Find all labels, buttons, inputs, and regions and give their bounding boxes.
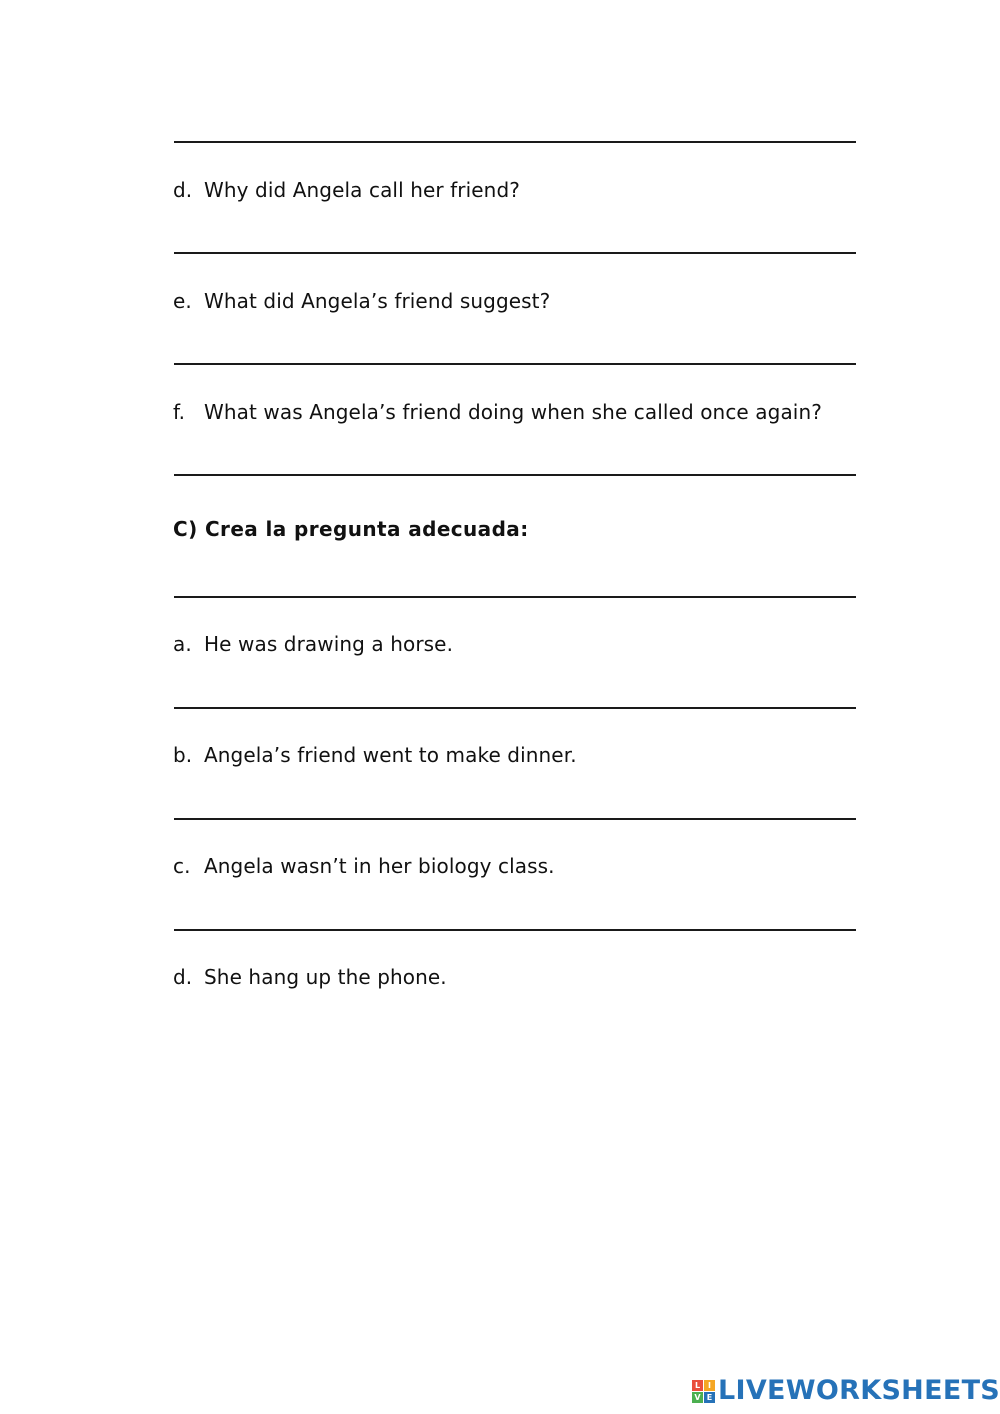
item-text: He was drawing a horse.	[204, 632, 454, 656]
question-f	[173, 400, 822, 424]
brand-name: LIVEWORKSHEETS	[718, 1375, 1000, 1406]
answer-line[interactable]	[174, 929, 856, 931]
item-text: She hang up the phone.	[204, 965, 447, 989]
item-letter: c.	[173, 854, 191, 878]
section-c-item-d	[173, 965, 447, 989]
question-letter: f.	[173, 400, 186, 424]
question-letter: e.	[173, 289, 192, 313]
answer-line[interactable]	[174, 252, 856, 254]
item-letter: d.	[173, 965, 193, 989]
liveworksheets-logo-icon	[692, 1380, 715, 1403]
item-letter: a.	[173, 632, 192, 656]
question-d	[173, 178, 520, 202]
logo-tile: I	[704, 1380, 715, 1391]
question-text: What did Angela’s friend suggest?	[204, 289, 551, 313]
answer-line[interactable]	[174, 141, 856, 143]
answer-line[interactable]	[174, 363, 856, 365]
answer-line[interactable]	[174, 474, 856, 476]
liveworksheets-brand[interactable]	[692, 1374, 1000, 1408]
logo-tile: L	[692, 1380, 703, 1391]
section-c-item-b	[173, 743, 577, 767]
logo-tile: E	[704, 1392, 715, 1403]
item-text: Angela’s friend went to make dinner.	[204, 743, 577, 767]
question-letter: d.	[173, 178, 193, 202]
section-c-heading: C) Crea la pregunta adecuada:	[173, 517, 529, 541]
logo-tile: V	[692, 1392, 703, 1403]
question-text: What was Angela’s friend doing when she called once again?	[204, 400, 822, 424]
item-text: Angela wasn’t in her biology class.	[204, 854, 555, 878]
question-e	[173, 289, 550, 313]
question-text: Why did Angela call her friend?	[204, 178, 520, 202]
section-c-item-a	[173, 632, 453, 656]
answer-line[interactable]	[174, 596, 856, 598]
answer-line[interactable]	[174, 818, 856, 820]
item-letter: b.	[173, 743, 193, 767]
answer-line[interactable]	[174, 707, 856, 709]
section-c-item-c	[173, 854, 555, 878]
